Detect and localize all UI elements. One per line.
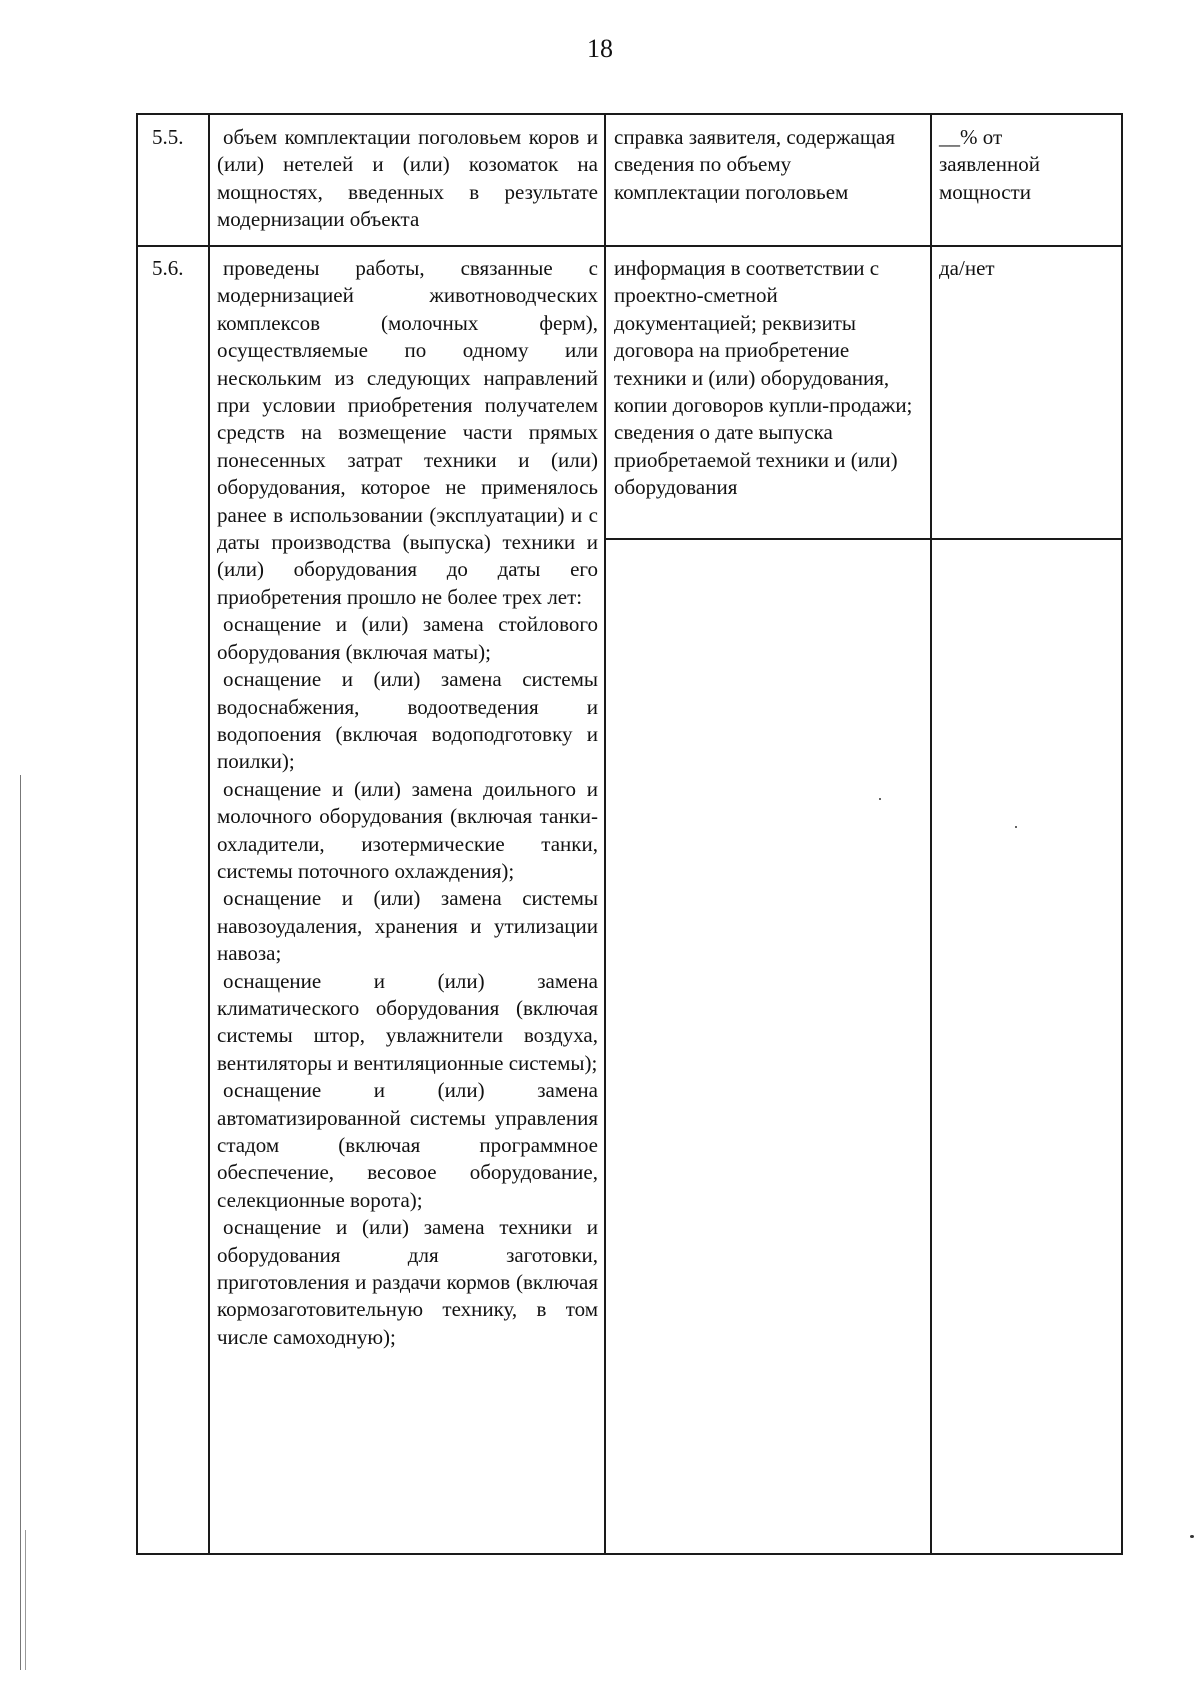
table-border-bottom	[136, 1553, 1123, 1555]
description-paragraph: объем комплектации поголовьем коров и (или) нетелей и (или) козоматок на мощностях, введенных в результате модернизации объекта	[217, 125, 598, 232]
table-border-right	[1121, 113, 1123, 1555]
criteria-table	[136, 113, 1123, 1555]
supporting-document: информация в соответствии с проектно-сметной документацией; реквизиты договора на приобретение техники и (или) оборудования, копии договоров купли-продажи; сведения о дате выпуска приобретаемой техники и (или) оборудования	[614, 256, 913, 500]
row-description	[217, 255, 598, 1351]
table-border-top	[136, 113, 1123, 115]
row-description	[217, 124, 598, 234]
column-divider	[604, 113, 606, 1555]
row-divider	[136, 245, 1123, 247]
scan-speck	[1190, 1535, 1194, 1538]
description-paragraph: проведены работы, связанные с модернизацией животноводческих комплексов (молочных ферм), осуществляемые по одному или нескольким из следующих направлений при условии приобретения получателем средств на возмещение части прямых понесенных затрат техники и (или) оборудования, которое не применялось ранее в использовании (эксплуатации) и с даты производства (выпуска) техники и (или) оборудования до даты его приобретения прошло не более трех лет:	[217, 256, 598, 609]
row-number: 5.5.	[152, 125, 184, 149]
description-paragraph: оснащение и (или) замена климатического оборудования (включая системы штор, увлажнители воздуха, вентиляторы и вентиляционные системы);	[217, 968, 598, 1075]
table-border-left	[136, 113, 138, 1555]
indicator-value: __% от заявленной мощности	[939, 125, 1040, 204]
column-divider	[930, 113, 932, 1555]
row-number: 5.6.	[152, 256, 184, 280]
scan-margin-line	[25, 1530, 26, 1670]
description-paragraph: оснащение и (или) замена стойлового оборудования (включая маты);	[217, 612, 598, 664]
cell-divider	[604, 538, 1123, 540]
description-paragraph: оснащение и (или) замена доильного и молочного оборудования (включая танки-охладители, изотермические танки, системы поточного охлаждения);	[217, 776, 598, 883]
supporting-document: справка заявителя, содержащая сведения по объему комплектации поголовьем	[614, 125, 896, 204]
column-divider	[208, 113, 210, 1555]
description-paragraph: оснащение и (или) замена системы водоснабжения, водоотведения и водопоения (включая водоподготовку и поилки);	[217, 667, 598, 774]
scan-margin-line	[20, 775, 21, 1670]
description-paragraph: оснащение и (или) замена системы навозоудаления, хранения и утилизации навоза;	[217, 886, 598, 966]
description-paragraph: оснащение и (или) замена автоматизированной системы управления стадом (включая программное обеспечение, весовое оборудование, селекционные ворота);	[217, 1078, 598, 1212]
indicator-value: да/нет	[939, 256, 995, 280]
page-number: 18	[587, 34, 613, 63]
description-paragraph: оснащение и (или) замена техники и оборудования для заготовки, приготовления и раздачи кормов (включая кормозаготовительную технику, в том числе самоходную);	[217, 1215, 598, 1349]
